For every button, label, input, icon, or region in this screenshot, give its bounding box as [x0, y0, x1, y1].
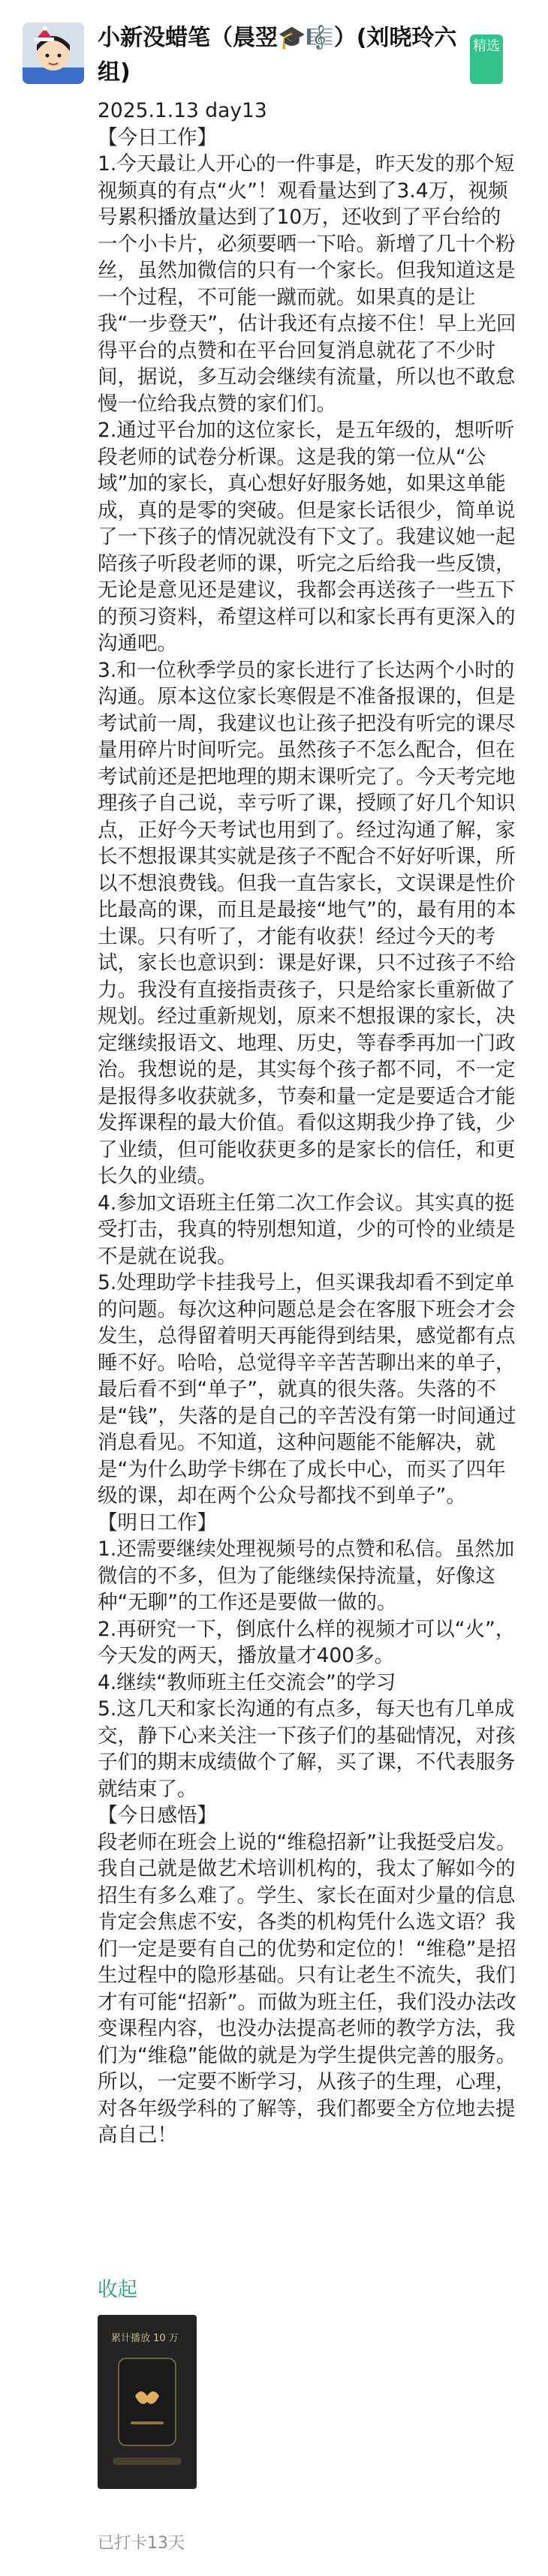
- post-paragraph: 5.处理助学卡挂我号上，但买课我却看不到定单的问题。每次这种问题总是会在客服下班会才会发生，总得留着明天再能得到结果，感觉都有点睡不好。哈哈，总觉得辛辛苦苦聊出来的单子，最后看不到“单子”，就真的很失落。失落的不是“钱”，失落的是自己的辛苦没有第一时间通过消息看见。不知道，这种问题能不能解决，就是“为什么助学卡绑在了成长中心，而买了四年级的课，却在两个公众号都找不到单子”。: [98, 1271, 516, 1507]
- section-heading-reflection: 【今日感悟】: [98, 1804, 217, 1827]
- section-heading-tomorrow: 【明日工作】: [98, 1510, 217, 1534]
- post-paragraph: 段老师在班会上说的“维稳招新”让我挺受启发。我自己就是做艺术培训机构的，我太了解如今的招生有多么难了。学生、家长在面对少量的信息肯定会焦虑不安，各类的机构凭什么选文语？我们一定是要有自己的优势和定位的！“维稳”是招生过程中的隐形基础。只有让老生不流失，我们才有可能“招新”。而做为班主任，我们没办法改变课程内容，也没办法提高老师的教学方法，我们为“维稳”能做的就是为学生提供完善的服务。所以，一定要不断学习，从孩子的生理，心理，对各年级学科的了解等，我们都要全方位地去提高自己！: [98, 1830, 516, 2147]
- post-date-line: 2025.1.13 day13: [98, 99, 267, 122]
- featured-badge: 精选: [470, 35, 503, 84]
- post-author-title: 小新没蜡笔（晨翌🎓🎼）(刘晓玲六组): [98, 25, 457, 86]
- post-paragraph: 1.今天最让人开心的一件事是，昨天发的那个短视频真的有点“火”！观看量达到了3.4万，视频号累积播放量达到了10万，还收到了平台给的一个小卡片，必须要晒一下哈。新增了几十个粉丝，虽然加微信的只有一个家长。但我知道这是一个过程，不可能一蹴而就。如果真的是让我“一步登天”，估计我还有点接不住！早上光回得平台的点赞和在平台回复消息就花了不少时间，据说，多互动会继续有流量，所以也不敢怠慢一位给我点赞的家们们。: [98, 152, 516, 416]
- post-paragraph: 5.这几天和家长沟通的有点多，每天也有几单成交，静下心来关注一下孩子们的基础情况，对孩子们的期末成绩做个了解，买了课，不代表服务就结束了。: [98, 1697, 516, 1801]
- section-heading-today: 【今日工作】: [98, 125, 217, 149]
- post-header: [0, 0, 548, 94]
- checkin-count: 已打卡13天: [98, 2534, 185, 2553]
- post-paragraph: 4.参加文语班主任第二次工作会议。其实真的挺受打击，我真的特别想知道，少的可怜的业绩是不是就在说我。: [98, 1191, 516, 1268]
- post-paragraph: 2.通过平台加的这位家长，是五年级的，想听听段老师的试卷分析课。这是我的第一位从“公域”加的家长，真心想好好服务她，如果这单能成，真的是零的突破。但是家长话很少，简单说了一下孩子的情况就没有下文了。我建议她一起陪孩子听段老师的课，听完之后给我一些反馈，无论是意见还是建议，我都会再送孩子一些五下的预习资料，希望这样可以和家长再有更深入的沟通吧。: [98, 419, 516, 655]
- post-paragraph: 4.继续“教师班主任交流会”的学习: [98, 1670, 396, 1694]
- post-paragraph: 1.还需要继续处理视频号的点赞和私信。虽然加微信的不多，但为了能继续保持流量，好像这种“无聊”的工作还是要做一做的。: [98, 1537, 515, 1614]
- collapse-link[interactable]: 收起: [98, 2278, 137, 2301]
- post-paragraph: 2.再研究一下，倒底什么样的视频才可以“火”，今天发的两天，播放量才400多。: [98, 1617, 516, 1667]
- post-paragraph: 3.和一位秋季学员的家长进行了长达两个小时的沟通。原本这位家长寒假是不准备报课的，但是考试前一周，我建议也让孩子把没有听完的课尽量用碎片时间听完。虽然孩子不怎么配合，但在考试前还是把地理的期末课听完了。今天考完地理孩子自己说，幸亏听了课，授顾了好几个知识点，正好今天考试也用到了。经过沟通了解，家长不想报课其实就是孩子不配合不好好听课，所以不想浪费钱。但我一直告家长，文误课是性价比最高的课，而且是最接“地气”的，最有用的本土课。只有听了，才能有收获！经过今天的考试，家长也意识到：课是好课，只不过孩子不给力。我没有直接指责孩子，只是给家长重新做了规划。经过重新规划，原来不想报课的家长，决定继续报语文、地理、历史，等春季再加一门政治。我想说的是，其实每个孩子都不同，不一定是报得多收获就多，节奏和量一定是要适合才能发挥课程的最大价值。看似这期我少挣了钱，少了业绩，但可能收获更多的是家长的信任，和更长久的业绩。: [98, 658, 516, 1188]
- attachment-image[interactable]: [98, 2315, 197, 2489]
- avatar-cartoon-icon: [23, 23, 84, 84]
- attachment-caption: 累计播放 10 万: [111, 2333, 179, 2344]
- post-content: [98, 98, 518, 2149]
- award-card-icon: [98, 2315, 197, 2489]
- avatar[interactable]: [23, 23, 84, 84]
